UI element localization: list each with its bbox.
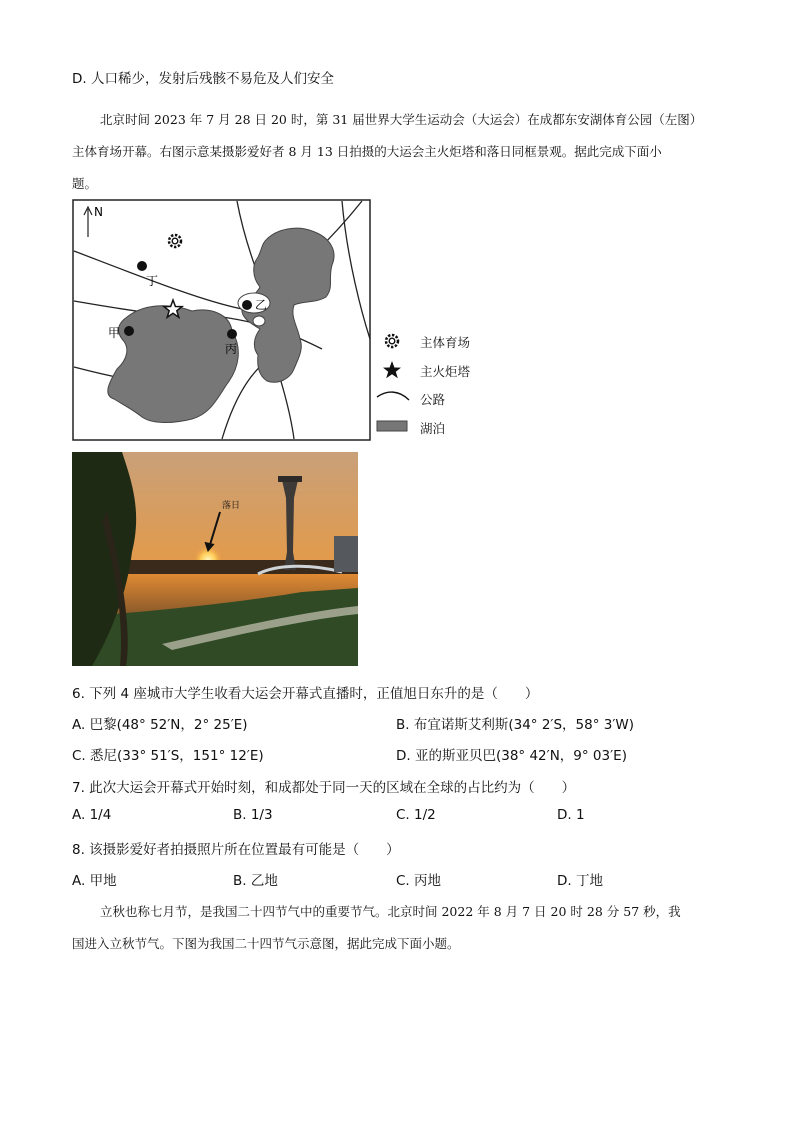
option-d-prev-question: D. 人口稀少，发射后残骸不易危及人们安全 <box>72 71 334 87</box>
q7-option-c: C. 1/2 <box>396 807 436 823</box>
legend-label-torch: 主火炬塔 <box>420 364 471 379</box>
intro2-line-2: 国进入立秋节气。下图为我国二十四节气示意图，据此完成下面小题。 <box>72 936 460 951</box>
point-bing <box>227 329 237 339</box>
question-8-stem: 8. 该摄影爱好者拍摄照片所在位置最有可能是（ ） <box>72 842 400 858</box>
torch-top <box>278 476 302 482</box>
q7-option-b: B. 1/3 <box>233 807 273 823</box>
point-jia-label: 甲 <box>108 326 121 340</box>
intro-paragraph-line-3: 题。 <box>72 176 98 191</box>
point-ding <box>137 261 147 271</box>
island <box>253 316 265 326</box>
building <box>334 536 358 572</box>
q7-option-d: D. 1 <box>557 807 585 823</box>
point-yi <box>242 300 252 310</box>
stadium-icon <box>386 335 398 347</box>
point-ding-label: 丁 <box>146 274 159 288</box>
intro-paragraph-line-1: 北京时间 2023 年 7 月 28 日 20 时，第 31 届世界大学生运动会（大运会）在成都东安湖体育公园（左图） <box>100 112 703 127</box>
sunset-label: 落日 <box>222 501 241 511</box>
q6-option-d: D. 亚的斯亚贝巴(38° 42′N，9° 03′E) <box>396 748 627 764</box>
map-figure <box>72 199 372 441</box>
legend-label-stadium: 主体育场 <box>420 335 471 350</box>
q8-option-d: D. 丁地 <box>557 873 603 889</box>
legend-label-lake: 湖泊 <box>420 421 446 436</box>
star-icon <box>383 361 401 378</box>
q6-option-c: C. 悉尼(33° 51′S，151° 12′E) <box>72 748 264 764</box>
point-jia <box>124 326 134 336</box>
lake-icon <box>377 421 407 431</box>
q8-option-a: A. 甲地 <box>72 873 117 889</box>
legend-label-road: 公路 <box>420 392 446 407</box>
question-7-stem: 7. 此次大运会开幕式开始时刻，和成都处于同一天的区域在全球的占比约为（ ） <box>72 780 576 796</box>
question-6-stem: 6. 下列 4 座城市大学生收看大运会开幕式直播时，正值旭日东升的是（ ） <box>72 686 539 702</box>
intro-paragraph-line-2: 主体育场开幕。右图示意某摄影爱好者 8 月 13 日拍摄的大运会主火炬塔和落日同框景观。据此完成下面小 <box>72 144 662 159</box>
legend-icons <box>375 330 411 440</box>
q8-option-c: C. 丙地 <box>396 873 442 889</box>
point-yi-label: 乙 <box>255 298 268 312</box>
q7-option-a: A. 1/4 <box>72 807 112 823</box>
north-label: N <box>94 205 103 219</box>
q6-option-a: A. 巴黎(48° 52′N，2° 25′E) <box>72 717 248 733</box>
sunset-photo <box>72 452 358 666</box>
point-bing-label: 丙 <box>225 342 238 356</box>
q6-option-b: B. 布宜诺斯艾利斯(34° 2′S，58° 3′W) <box>396 717 635 733</box>
q8-option-b: B. 乙地 <box>233 873 278 889</box>
road-icon <box>377 392 409 400</box>
intro2-line-1: 立秋也称七月节，是我国二十四节气中的重要节气。北京时间 2022 年 8 月 7 日 20 时 28 分 57 秒，我 <box>100 904 681 919</box>
